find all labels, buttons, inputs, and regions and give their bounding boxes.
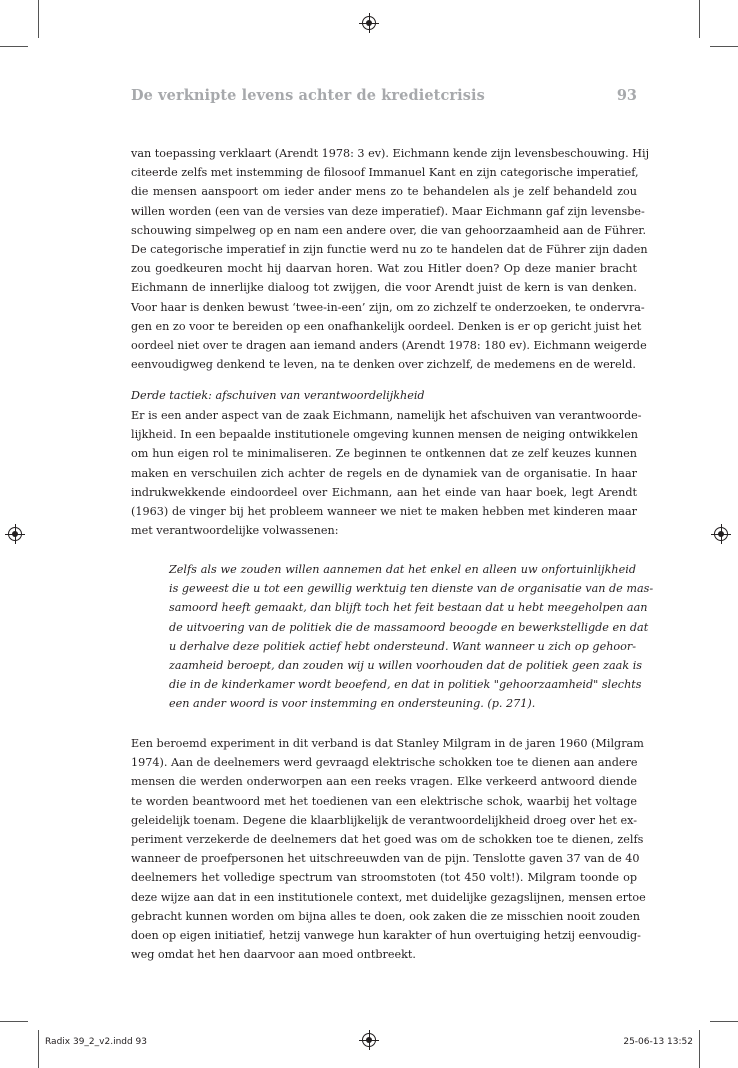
text-line: wanneer de proefpersonen het uitschreeuwden van de pijn. Tenslotte gaven 37 van de 40 xyxy=(131,852,640,866)
text-line: 1974). Aan de deelnemers werd gevraagd elektrische schokken toe te dienen aan andere xyxy=(131,756,638,770)
text-line: indrukwekkende eindoordeel over Eichmann, aan het einde van haar boek, legt Arendt xyxy=(131,485,637,499)
text-line: zou goedkeuren mocht hij daarvan horen. Wat zou Hitler doen? Op deze manier bracht xyxy=(131,262,637,276)
text-line: een ander woord is voor instemming en ondersteuning. (p. 271). xyxy=(169,697,536,711)
text-line: gebracht kunnen worden om bijna alles te doen, ook zaken die ze misschien nooit zouden xyxy=(131,909,641,923)
text-line: mensen die werden onderworpen aan een reeks vragen. Elke verkeerd antwoord diende xyxy=(131,775,637,789)
text-line: eenvoudigweg denkend te leven, na te denken over zichzelf, de medemens en de wereld. xyxy=(131,358,636,372)
slug-file: Radix 39_2_v2.indd 93 xyxy=(45,1037,148,1047)
crop-mark xyxy=(38,1030,39,1068)
registration-mark-icon xyxy=(362,1033,376,1047)
text-line: doen op eigen initiatief, hetzij vanwege hun karakter of hun overtuiging hetzij eenvoudig- xyxy=(131,929,641,943)
text-line: periment verzekerde de deelnemers dat het goed was om de schokken toe te dienen, zelfs xyxy=(131,833,644,847)
crop-mark xyxy=(710,46,738,47)
text-line: citeerde zelfs met instemming de filosoof Immanuel Kant en zijn categorische imperatief, xyxy=(131,166,639,180)
text-line: gen en zo voor te bereiden op een onafhankelijk oordeel. Denken is er op gericht juist het xyxy=(131,319,642,333)
text-line: om hun eigen rol te minimaliseren. Ze beginnen te ontkennen dat ze zelf keuzes kunnen xyxy=(131,447,637,461)
registration-mark-icon xyxy=(8,527,22,541)
registration-mark-icon xyxy=(362,16,376,30)
text-line: zaamheid beroept, dan zouden wij u willen voorhouden dat de politiek geen zaak is xyxy=(169,659,643,673)
text-line: (1963) de vinger bij het probleem wanneer we niet te maken hebben met kinderen maar xyxy=(131,505,637,519)
crop-mark xyxy=(699,1030,700,1068)
text-line: deelnemers het volledige spectrum van stroomstoten (tot 450 volt!). Milgram toonde op xyxy=(131,871,637,885)
text-line: van toepassing verklaart (Arendt 1978: 3 ev). Eichmann kende zijn levensbeschouwing. Hij xyxy=(131,147,650,160)
text-line: schouwing simpelweg op en nam een andere over, die van gehoorzaamheid aan de Führer. xyxy=(131,223,647,237)
text-line: Zelfs als we zouden willen aannemen dat het enkel en alleen uw onfortuinlijkheid xyxy=(169,563,636,576)
text-line: met verantwoordelijke volwassenen: xyxy=(131,524,339,538)
text-line: de uitvoering van de politiek die de massamoord beoogde en bewerkstelligde en dat xyxy=(169,620,649,634)
text-line: die mensen aanspoort om ieder ander mens zo te behandelen als je zelf behandeld zou xyxy=(131,185,637,199)
text-line: u derhalve deze politiek actief hebt ondersteund. Want wanneer u zich op gehoor- xyxy=(169,639,636,653)
crop-mark xyxy=(0,1021,28,1022)
registration-mark-icon xyxy=(714,527,728,541)
text-line: te worden beantwoord met het toedienen van een elektrische schok, waarbij het voltage xyxy=(131,794,637,808)
slug-datetime: 25-06-13 13:52 xyxy=(623,1037,693,1047)
text-line: oordeel niet over te dragen aan iemand anders (Arendt 1978: 180 ev). Eichmann weigerde xyxy=(131,339,647,353)
text-line: geleidelijk toenam. Degene die klaarblijkelijk de verantwoordelijkheid droeg over het ex- xyxy=(131,813,637,827)
crop-mark xyxy=(699,0,700,38)
crop-mark xyxy=(710,1021,738,1022)
crop-mark xyxy=(38,0,39,38)
text-line: weg omdat het hen daarvoor aan moed ontbreekt. xyxy=(131,948,416,962)
text-line: lijkheid. In een bepaalde institutionele omgeving kunnen mensen de neiging ontwikkelen xyxy=(131,428,639,442)
text-line: willen worden (een van de versies van deze imperatief). Maar Eichmann gaf zijn levensbe- xyxy=(131,204,645,218)
paragraph-2 xyxy=(131,406,642,540)
text-line: die in de kinderkamer wordt beoefend, en dat in politiek "gehoorzaamheid" slechts xyxy=(169,678,642,692)
paragraph-3 xyxy=(131,734,646,964)
crop-mark xyxy=(0,46,28,47)
text-line: samoord heeft gemaakt, dan blijft toch het feit bestaan dat u hebt meegeholpen aan xyxy=(169,601,648,615)
subheading: Derde tactiek: afschuiven van verantwoordelijkheid xyxy=(131,389,425,402)
running-title: De verknipte levens achter de kredietcrisis xyxy=(131,87,485,104)
text-line: maken en verschuilen zich achter de regels en de dynamiek van de organisatie. In haar xyxy=(131,466,637,480)
text-line: Een beroemd experiment in dit verband is dat Stanley Milgram in de jaren 1960 (Milgram xyxy=(131,737,644,750)
text-line: Eichmann de innerlijke dialoog tot zwijgen, die voor Arendt juist de kern is van denken. xyxy=(131,281,637,295)
text-line: is geweest die u tot een gewillig werktuig ten dienste van de organisatie van de mas- xyxy=(169,582,654,596)
text-line: Voor haar is denken bewust ‘twee-in-een’ zijn, om zo zichzelf te onderzoeken, te ondervra- xyxy=(131,300,645,314)
text-line: deze wijze aan dat in een institutionele context, met duidelijke gezagslijnen, mensen ertoe xyxy=(131,890,646,904)
text-line: De categorische imperatief in zijn functie werd nu zo te handelen dat de Führer zijn daden xyxy=(131,243,648,257)
block-quote xyxy=(169,560,654,714)
text-line: Er is een ander aspect van de zaak Eichmann, namelijk het afschuiven van verantwoorde- xyxy=(131,409,642,422)
paragraph-1 xyxy=(131,144,650,374)
page-number: 93 xyxy=(616,87,637,104)
